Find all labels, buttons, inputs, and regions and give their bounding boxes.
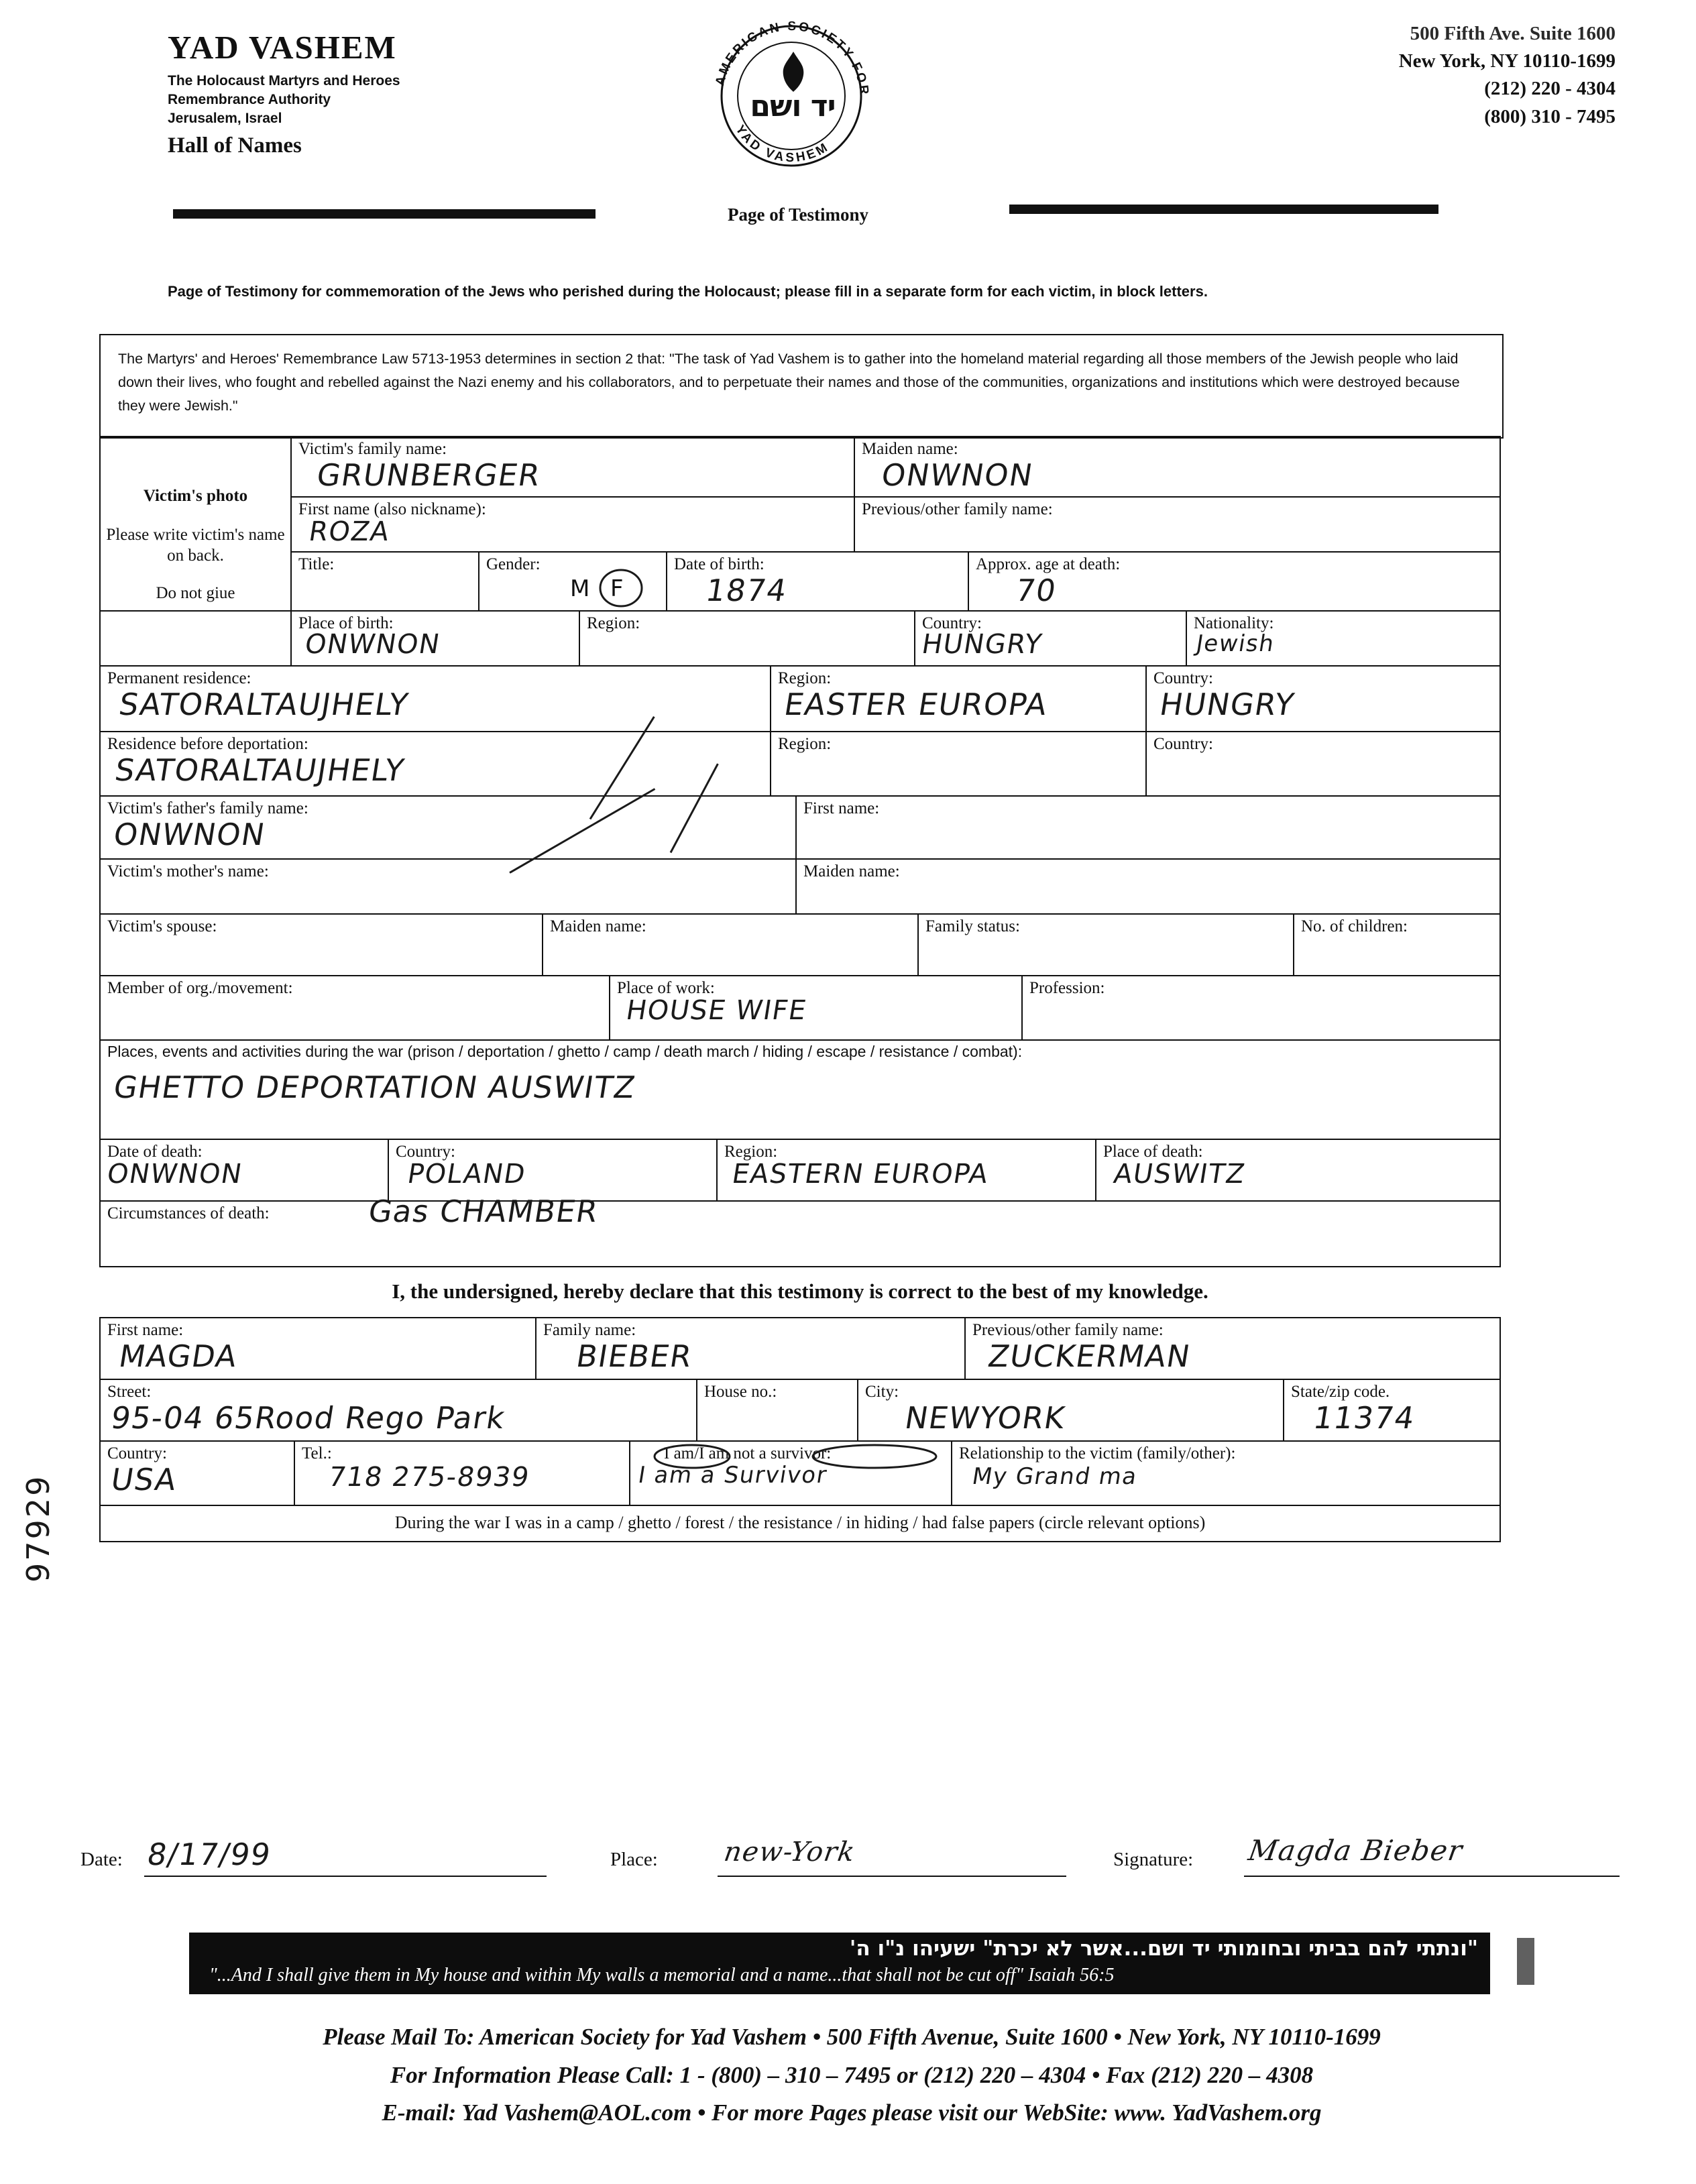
field-death-region[interactable] — [718, 1140, 1096, 1200]
field-member-of-org[interactable] — [101, 976, 610, 1039]
organization-subtitle-line-2: Remembrance Authority — [168, 91, 331, 107]
label-father-first-name: First name: — [803, 799, 880, 817]
form-row-submitter-names — [99, 1317, 1501, 1379]
value-death-country: POLAND — [405, 1158, 528, 1190]
label-submitter-first-name: First name: — [107, 1321, 184, 1339]
value-submitter-previous-family-name: ZUCKERMAN — [985, 1338, 1194, 1374]
logo-hebrew-text: יד ושם — [750, 89, 836, 123]
field-relationship[interactable] — [952, 1442, 1500, 1505]
field-father-family-name[interactable] — [101, 797, 797, 858]
value-death-region: EASTERN EUROPA — [730, 1158, 991, 1190]
yad-vashem-logo — [708, 19, 875, 173]
label-maiden-name: Maiden name: — [862, 440, 958, 458]
field-approx-age-at-death[interactable] — [969, 553, 1500, 610]
value-permanent-region: EASTER EUROPA — [781, 686, 1051, 722]
value-circumstances-of-death: Gas CHAMBER — [365, 1193, 602, 1229]
field-death-country[interactable] — [389, 1140, 718, 1200]
header-rule-right — [1009, 205, 1438, 214]
value-residence-before-deportation: SATORALTAUJHELY — [112, 752, 408, 788]
form-row-spouse — [99, 913, 1501, 975]
field-tel[interactable] — [295, 1442, 630, 1505]
field-first-name[interactable] — [292, 498, 855, 551]
field-circumstances-of-death[interactable] — [101, 1193, 1500, 1266]
label-submitter-previous-family-name: Previous/other family name: — [972, 1321, 1164, 1339]
value-state-zip: 11374 — [1310, 1399, 1418, 1436]
field-submitter-country[interactable] — [101, 1442, 295, 1505]
field-title[interactable] — [292, 553, 479, 610]
label-city: City: — [865, 1383, 899, 1401]
label-birth-region: Region: — [587, 614, 640, 632]
label-relationship: Relationship to the victim (family/other): — [959, 1444, 1236, 1462]
value-places-events: GHETTO DEPORTATION AUSWITZ — [111, 1070, 638, 1106]
organization-subtitle — [168, 72, 543, 128]
label-father-family-name: Victim's father's family name: — [107, 799, 308, 817]
field-residence-before-deportation[interactable] — [101, 732, 771, 795]
header-rule-left — [173, 209, 596, 219]
form-row-mother — [99, 858, 1501, 913]
value-submitter-country: USA — [108, 1461, 180, 1497]
field-mother-maiden-name[interactable] — [797, 860, 1500, 913]
value-street: 95-04 65Rood Rego Park — [108, 1399, 508, 1436]
memorial-quote-english: "...And I shall give them in My house and within My walls a memorial and a name...that shall not be cut off" Isaiah 56:5 — [209, 1965, 1115, 1986]
value-date-of-death: ONWNON — [105, 1158, 245, 1190]
survivor-circle-mark — [653, 1443, 942, 1470]
field-places-events[interactable] — [101, 1041, 1500, 1139]
field-birth-country[interactable] — [915, 612, 1187, 665]
value-victim-family-name: GRUNBERGER — [314, 457, 544, 493]
field-place-of-work[interactable] — [610, 976, 1023, 1039]
field-street[interactable] — [101, 1380, 697, 1440]
field-no-of-children[interactable] — [1294, 915, 1500, 975]
field-nationality[interactable] — [1187, 612, 1500, 665]
organization-title: YAD VASHEM — [168, 29, 397, 66]
address-line-4: (800) 310 - 7495 — [1484, 105, 1616, 127]
organization-subtitle-line-3: Jerusalem, Israel — [168, 110, 282, 126]
field-birth-spacer — [101, 612, 292, 665]
label-signature: Signature: — [1113, 1849, 1194, 1870]
field-spouse[interactable] — [101, 915, 543, 975]
label-place: Place: — [610, 1849, 658, 1870]
victim-photo-instruction: Please write victim's name on back. — [106, 526, 285, 565]
form-row-permanent-residence — [99, 665, 1501, 731]
form-row-death — [99, 1139, 1501, 1200]
value-signature: Magda Bieber — [1246, 1834, 1466, 1867]
victim-details-form — [99, 436, 1501, 1542]
form-row-submitter-contact — [99, 1440, 1501, 1505]
label-title: Title: — [298, 555, 335, 573]
form-row-work — [99, 975, 1501, 1039]
label-profession: Profession: — [1029, 979, 1105, 997]
label-circumstances-of-death: Circumstances of death: — [107, 1204, 270, 1222]
field-profession[interactable] — [1023, 976, 1500, 1039]
field-submitter-first-name[interactable] — [101, 1318, 536, 1379]
label-nationality: Nationality: — [1194, 614, 1274, 632]
field-submitter-previous-family-name[interactable] — [966, 1318, 1500, 1379]
value-date-of-birth: 1874 — [703, 572, 790, 608]
form-row-place-of-birth — [99, 610, 1501, 665]
value-survivor: I am a Survivor — [636, 1461, 830, 1489]
label-house-no: House no.: — [704, 1383, 777, 1401]
label-permanent-residence: Permanent residence: — [107, 669, 251, 687]
value-maiden-name: ONWNON — [879, 457, 1036, 493]
field-father-first-name[interactable] — [797, 797, 1500, 858]
field-house-no[interactable] — [697, 1380, 858, 1440]
field-victim-family-name[interactable] — [292, 437, 855, 496]
form-instructions: Page of Testimony for commemoration of the Jews who perished during the Holocaust; please fill in a separate form for each victim, in block letters. — [168, 283, 1208, 300]
footer-line-mail-to: Please Mail To: American Society for Yad Vashem • 500 Fifth Avenue, Suite 1600 • New York, NY 10110-1699 — [323, 2024, 1381, 2050]
label-before-country: Country: — [1153, 735, 1213, 753]
field-spouse-maiden-name[interactable] — [543, 915, 919, 975]
value-place-of-birth: ONWNON — [302, 628, 443, 660]
svg-text:YAD VASHEM: YAD VASHEM — [732, 123, 832, 166]
form-row-residence-before-deportation — [99, 731, 1501, 795]
label-place-of-work: Place of work: — [617, 979, 715, 997]
field-submitter-family-name[interactable] — [536, 1318, 966, 1379]
organization-block — [168, 28, 543, 158]
value-submitter-first-name: MAGDA — [116, 1338, 241, 1374]
value-approx-age-at-death: 70 — [1013, 572, 1060, 608]
label-death-country: Country: — [396, 1143, 455, 1161]
value-birth-country: HUNGRY — [919, 628, 1045, 660]
label-date: Date: — [80, 1849, 123, 1870]
form-row-circumstances — [99, 1193, 1501, 1267]
signature-row — [80, 1834, 1623, 1908]
field-mother-name[interactable] — [101, 860, 797, 913]
value-place-of-death: AUSWITZ — [1111, 1158, 1248, 1190]
value-place: new-York — [722, 1837, 858, 1867]
value-place-of-work: HOUSE WIFE — [624, 994, 809, 1026]
form-row-father — [99, 795, 1501, 858]
label-street: Street: — [107, 1383, 152, 1401]
label-place-of-death: Place of death: — [1103, 1143, 1203, 1161]
page-of-testimony-label: Page of Testimony — [727, 205, 868, 225]
label-gender: Gender: — [486, 555, 541, 573]
remembrance-law-box — [99, 334, 1504, 439]
field-before-region[interactable] — [771, 732, 1147, 795]
label-permanent-country: Country: — [1153, 669, 1213, 687]
label-approx-age-at-death: Approx. age at death: — [976, 555, 1121, 573]
declaration-statement: I, the undersigned, hereby declare that this testimony is correct to the best of my knowledge. — [392, 1279, 1208, 1303]
field-birth-region[interactable] — [580, 612, 915, 665]
field-gender[interactable] — [479, 553, 667, 610]
label-family-status: Family status: — [925, 917, 1020, 935]
value-father-family-name: ONWNON — [111, 816, 268, 852]
hall-of-names-title: Hall of Names — [168, 133, 302, 158]
memorial-quote-hebrew: "ונתתי להם בביתי ובחומותי יד ושם...אשר לא יכרת" ישעיהו נ"ו ה' — [849, 1937, 1478, 1961]
label-permanent-region: Region: — [778, 669, 832, 687]
footer-line-phone: For Information Please Call: 1 - (800) – 310 – 7495 or (212) 220 – 4304 • Fax (212) 220 – 4308 — [390, 2061, 1314, 2088]
label-birth-country: Country: — [922, 614, 982, 632]
place-underline — [718, 1876, 1066, 1877]
label-no-of-children: No. of children: — [1301, 917, 1408, 935]
address-block — [1240, 20, 1616, 131]
label-date-of-birth: Date of birth: — [674, 555, 765, 573]
signature-underline — [1244, 1876, 1620, 1877]
victim-photo-label: Victim's photo — [143, 487, 248, 505]
footer-line-email: E-mail: Yad Vashem@AOL.com • For more Pages please visit our WebSite: www. YadVashem.org — [382, 2100, 1322, 2126]
field-date-of-birth[interactable] — [667, 553, 969, 610]
form-row-submitter-address — [99, 1379, 1501, 1440]
value-first-name: ROZA — [306, 516, 392, 547]
war-experience-line[interactable]: During the war I was in a camp / ghetto / forest / the resistance / in hiding / had false papers (circle relevant options) — [99, 1505, 1501, 1542]
mailing-footer — [74, 2018, 1630, 2132]
field-family-status[interactable] — [919, 915, 1294, 975]
value-submitter-family-name: BIEBER — [573, 1338, 695, 1374]
svg-text:AMERICAN SOCIETY FOR: AMERICAN SOCIETY FOR — [713, 19, 872, 98]
label-state-zip: State/zip code. — [1291, 1383, 1390, 1401]
gender-option-male[interactable]: M — [570, 575, 590, 602]
field-maiden-name[interactable] — [855, 437, 1500, 496]
value-permanent-country: HUNGRY — [1157, 686, 1298, 722]
field-previous-other-family-name[interactable] — [855, 498, 1500, 551]
field-state-zip[interactable] — [1284, 1380, 1500, 1440]
organization-subtitle-line-1: The Holocaust Martyrs and Heroes — [168, 73, 400, 89]
value-city: NEWYORK — [902, 1399, 1068, 1436]
field-permanent-residence[interactable] — [101, 667, 771, 731]
label-place-of-birth: Place of birth: — [298, 614, 394, 632]
label-submitter-family-name: Family name: — [543, 1321, 636, 1339]
label-member-of-org: Member of org./movement: — [107, 979, 293, 997]
label-submitter-country: Country: — [107, 1444, 167, 1462]
field-place-of-birth[interactable] — [292, 612, 580, 665]
victim-photo-cell — [101, 437, 292, 610]
address-line-3: (212) 220 - 4304 — [1484, 78, 1616, 100]
label-previous-other-family-name: Previous/other family name: — [862, 500, 1053, 518]
label-first-name: First name (also nickname): — [298, 500, 486, 518]
flame-icon — [778, 51, 809, 93]
scan-artifact — [1517, 1938, 1534, 1985]
field-place-of-death[interactable] — [1096, 1140, 1500, 1200]
address-line-1: 500 Fifth Ave. Suite 1600 — [1410, 23, 1616, 44]
label-mother-maiden-name: Maiden name: — [803, 862, 900, 880]
document-header — [0, 0, 1696, 225]
value-date: 8/17/99 — [144, 1837, 274, 1872]
value-tel: 718 275-8939 — [326, 1461, 532, 1493]
value-permanent-residence: SATORALTAUJHELY — [116, 686, 412, 722]
field-permanent-country[interactable] — [1147, 667, 1500, 731]
address-line-2: New York, NY 10110-1699 — [1398, 50, 1616, 72]
form-row-places-events — [99, 1039, 1501, 1139]
label-death-region: Region: — [724, 1143, 778, 1161]
field-date-of-death[interactable] — [101, 1140, 389, 1200]
label-survivor: I am/I am not a survivor: — [664, 1444, 832, 1462]
field-survivor[interactable] — [630, 1442, 952, 1505]
form-row-names — [99, 436, 1501, 610]
label-spouse: Victim's spouse: — [107, 917, 217, 935]
gender-option-female[interactable]: F — [610, 575, 624, 602]
label-victim-family-name: Victim's family name: — [298, 440, 447, 458]
label-date-of-death: Date of death: — [107, 1143, 203, 1161]
memorial-quote-banner — [189, 1933, 1490, 1994]
archival-number: 97929 — [20, 1474, 56, 1583]
date-underline — [144, 1876, 547, 1877]
field-city[interactable] — [858, 1380, 1284, 1440]
label-tel: Tel.: — [302, 1444, 332, 1462]
field-before-country[interactable] — [1147, 732, 1500, 795]
value-relationship: My Grand ma — [970, 1462, 1139, 1490]
gender-female-circle-mark — [598, 567, 644, 609]
remembrance-law-text: The Martyrs' and Heroes' Remembrance Law 5713-1953 determines in section 2 that: "The task of Yad Vashem is to gather into the homeland material regarding all those members of the Jewish people who laid down their lives, who fought and rebelled against the Nazi enemy and his collaborators, and to perpetuate their names and those of the communities, organizations and institutions which were destroyed because they were Jewish." — [118, 351, 1460, 414]
field-permanent-region[interactable] — [771, 667, 1147, 731]
label-places-events: Places, events and activities during the war (prison / deportation / ghetto / camp / death march / hiding / escape / resistance / combat): — [107, 1043, 1023, 1060]
victim-photo-note: Do not giue — [156, 583, 235, 602]
label-residence-before-deportation: Residence before deportation: — [107, 735, 308, 753]
label-before-region: Region: — [778, 735, 832, 753]
value-nationality: Jewish — [1194, 630, 1277, 657]
label-spouse-maiden-name: Maiden name: — [550, 917, 646, 935]
label-mother-name: Victim's mother's name: — [107, 862, 269, 880]
